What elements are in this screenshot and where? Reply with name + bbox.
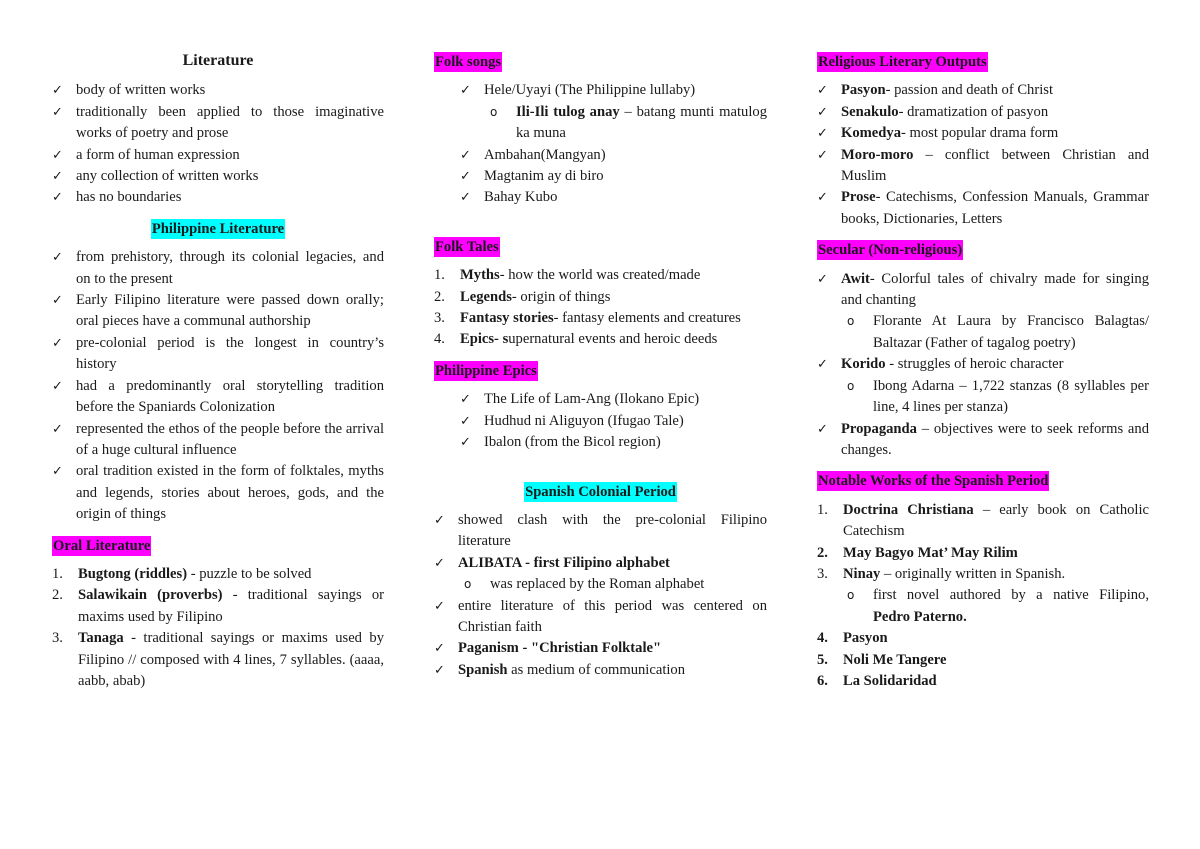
secular-list-propaganda bbox=[817, 419, 1149, 462]
list-item: 6. La Solidaridad bbox=[817, 672, 937, 689]
check-icon: ✓ bbox=[52, 378, 63, 394]
list-item: 5. Noli Me Tangere bbox=[817, 651, 947, 668]
check-icon: ✓ bbox=[460, 435, 471, 451]
philippine-literature-list bbox=[52, 247, 384, 525]
list-item: ✓ a form of human expression bbox=[52, 145, 384, 166]
check-icon: ✓ bbox=[817, 147, 828, 163]
list-item: ✓ Ambahan(Mangyan) bbox=[434, 145, 767, 166]
list-item: ✓ Bahay Kubo bbox=[434, 187, 767, 208]
list-item: o Ili-Ili tulog anay – batang munti matulog ka muna bbox=[490, 103, 767, 142]
check-icon: ✓ bbox=[817, 421, 828, 437]
list-item: 2. Salawikain (proverbs) - traditional sayings or maxims used by Filipino bbox=[52, 587, 384, 625]
folk-songs-heading: Folk songs bbox=[435, 54, 502, 70]
ninay-sublist bbox=[817, 585, 1149, 628]
check-icon: ✓ bbox=[52, 421, 63, 437]
religious-list bbox=[817, 80, 1149, 230]
list-item: ✓ Paganism - "Christian Folktale" bbox=[434, 638, 767, 659]
list-item: ✓ Hele/Uyayi (The Philippine lullaby) bbox=[434, 80, 767, 101]
folk-tales-list bbox=[434, 265, 767, 351]
spanish-colonial-list bbox=[434, 510, 767, 574]
check-icon: ✓ bbox=[52, 335, 63, 351]
list-item: ✓ Ibalon (from the Bicol region) bbox=[434, 432, 767, 453]
list-item: ✓ Senakulo- dramatization of pasyon bbox=[817, 102, 1149, 123]
column-2 bbox=[434, 50, 767, 681]
list-item: o first novel authored by a native Filipino, Pedro Paterno. bbox=[847, 587, 1149, 625]
spanish-colonial-sublist bbox=[434, 574, 767, 595]
religious-literary-outputs-heading: Religious Literary Outputs bbox=[818, 54, 987, 70]
list-item: ✓ Moro-moro – conflict between Christian and Muslim bbox=[817, 146, 1149, 185]
list-item: 1. Doctrina Christiana – early book on Catholic Catechism bbox=[817, 501, 1149, 540]
list-item: 4. Pasyon bbox=[817, 630, 888, 647]
check-icon: ✓ bbox=[434, 555, 445, 571]
folk-songs-sublist bbox=[434, 102, 767, 145]
list-item: o Ibong Adarna – 1,722 stanzas (8 syllables per line, 4 lines per stanza) bbox=[847, 377, 1149, 416]
literature-list bbox=[52, 80, 384, 208]
list-item: ✓ ALIBATA - first Filipino alphabet bbox=[434, 553, 767, 574]
column-1 bbox=[52, 50, 384, 692]
list-item: ✓ Hudhud ni Aliguyon (Ifugao Tale) bbox=[434, 411, 767, 432]
list-item: ✓ body of written works bbox=[52, 80, 384, 101]
check-icon: ✓ bbox=[817, 190, 828, 206]
check-icon: ✓ bbox=[52, 169, 63, 185]
folk-songs-list-continued bbox=[434, 145, 767, 209]
spanish-colonial-heading: Spanish Colonial Period bbox=[525, 483, 676, 500]
list-item: 2. May Bagyo Mat’ May Rilim bbox=[817, 544, 1018, 561]
list-item: 3. Ninay – originally written in Spanish. bbox=[817, 565, 1066, 582]
philippine-epics-list bbox=[434, 389, 767, 453]
check-icon: ✓ bbox=[52, 147, 63, 163]
notable-works-heading: Notable Works of the Spanish Period bbox=[818, 473, 1049, 490]
list-item: ✓ oral tradition existed in the form of folktales, myths and legends, stories about heroes, gods, and the origin of things bbox=[52, 463, 384, 523]
circle-bullet-icon: o bbox=[847, 314, 855, 329]
list-item: ✓ represented the ethos of the people before the arrival of a huge cultural influence bbox=[52, 420, 384, 458]
circle-bullet-icon: o bbox=[464, 577, 472, 592]
list-item: ✓ traditionally been applied to those imaginative works of poetry and prose bbox=[52, 103, 384, 142]
circle-bullet-icon: o bbox=[490, 104, 498, 119]
check-icon: ✓ bbox=[817, 271, 828, 287]
list-item: ✓ Awit- Colorful tales of chivalry made for singing and chanting bbox=[817, 270, 1149, 309]
list-item: 3. Tanaga - traditional sayings or maxims used by Filipino // composed with 4 lines, 7 syllables. (aaaa, aabb, abab) bbox=[52, 630, 384, 689]
list-item: ✓ any collection of written works bbox=[52, 166, 384, 187]
list-item: ✓ Magtanim ay di biro bbox=[434, 166, 767, 187]
list-item: ✓ Spanish as medium of communication bbox=[434, 660, 767, 681]
literature-title: Literature bbox=[182, 52, 254, 69]
secular-list-korido bbox=[817, 354, 1149, 375]
spanish-colonial-list-continued bbox=[434, 596, 767, 682]
check-icon: ✓ bbox=[434, 641, 445, 657]
check-icon: ✓ bbox=[434, 662, 445, 678]
oral-literature-heading: Oral Literature bbox=[53, 537, 151, 554]
list-item: ✓ from prehistory, through its colonial legacies, and on to the present bbox=[52, 249, 384, 287]
oral-literature-list bbox=[52, 564, 384, 692]
list-item: ✓ entire literature of this period was centered on Christian faith bbox=[434, 597, 767, 635]
check-icon: ✓ bbox=[52, 190, 63, 206]
check-icon: ✓ bbox=[460, 83, 471, 99]
list-item: ✓ pre-colonial period is the longest in country’s history bbox=[52, 334, 384, 373]
check-icon: ✓ bbox=[817, 357, 828, 373]
check-icon: ✓ bbox=[460, 147, 471, 163]
check-icon: ✓ bbox=[817, 83, 828, 99]
secular-list bbox=[817, 269, 1149, 312]
check-icon: ✓ bbox=[434, 512, 445, 528]
check-icon: ✓ bbox=[817, 104, 828, 120]
philippine-epics-heading: Philippine Epics bbox=[435, 362, 537, 379]
column-3 bbox=[817, 50, 1149, 692]
philippine-literature-heading: Philippine Literature bbox=[151, 220, 285, 237]
notable-works-list bbox=[817, 500, 1149, 586]
check-icon: ✓ bbox=[52, 83, 63, 99]
list-item: o was replaced by the Roman alphabet bbox=[434, 574, 767, 595]
check-icon: ✓ bbox=[434, 598, 445, 614]
check-icon: ✓ bbox=[460, 392, 471, 408]
check-icon: ✓ bbox=[460, 169, 471, 185]
secular-heading: Secular (Non-religious) bbox=[818, 242, 963, 259]
list-item: o Florante At Laura by Francisco Balagtas/ Baltazar (Father of tagalog poetry) bbox=[847, 313, 1149, 351]
secular-awit-sublist bbox=[817, 311, 1149, 354]
list-item: ✓ Prose- Catechisms, Confession Manuals, Grammar books, Dictionaries, Letters bbox=[817, 189, 1149, 227]
check-icon: ✓ bbox=[52, 464, 63, 480]
list-item: 2. Legends- origin of things bbox=[434, 288, 611, 305]
check-icon: ✓ bbox=[460, 413, 471, 429]
folk-tales-heading: Folk Tales bbox=[435, 238, 499, 255]
circle-bullet-icon: o bbox=[847, 588, 855, 603]
list-item: ✓ Propaganda – objectives were to seek reforms and changes. bbox=[817, 420, 1149, 458]
list-item: ✓ has no boundaries bbox=[52, 187, 384, 208]
list-item: 1. Myths- how the world was created/made bbox=[434, 267, 701, 284]
list-item: 1. Bugtong (riddles) - puzzle to be solved bbox=[52, 565, 312, 582]
check-icon: ✓ bbox=[817, 126, 828, 142]
list-item: ✓ Pasyon- passion and death of Christ bbox=[817, 80, 1149, 101]
list-item: ✓ showed clash with the pre-colonial Filipino literature bbox=[434, 511, 767, 550]
check-icon: ✓ bbox=[52, 250, 63, 266]
list-item: 4. Epics- supernatural events and heroic deeds bbox=[434, 331, 718, 348]
check-icon: ✓ bbox=[52, 104, 63, 120]
list-item: ✓ The Life of Lam-Ang (Ilokano Epic) bbox=[434, 389, 767, 410]
folk-songs-list bbox=[434, 80, 767, 101]
secular-korido-sublist bbox=[817, 376, 1149, 419]
list-item: ✓ Korido - struggles of heroic character bbox=[817, 354, 1149, 375]
list-item: ✓ Komedya- most popular drama form bbox=[817, 123, 1149, 144]
notable-works-list-continued bbox=[817, 628, 1149, 692]
check-icon: ✓ bbox=[460, 190, 471, 206]
list-item: ✓ Early Filipino literature were passed down orally; oral pieces have a communal authorship bbox=[52, 292, 384, 330]
list-item: 3. Fantasy stories- fantasy elements and creatures bbox=[434, 310, 741, 327]
check-icon: ✓ bbox=[52, 293, 63, 309]
circle-bullet-icon: o bbox=[847, 378, 855, 393]
list-item: ✓ had a predominantly oral storytelling tradition before the Spaniards Colonization bbox=[52, 377, 384, 416]
